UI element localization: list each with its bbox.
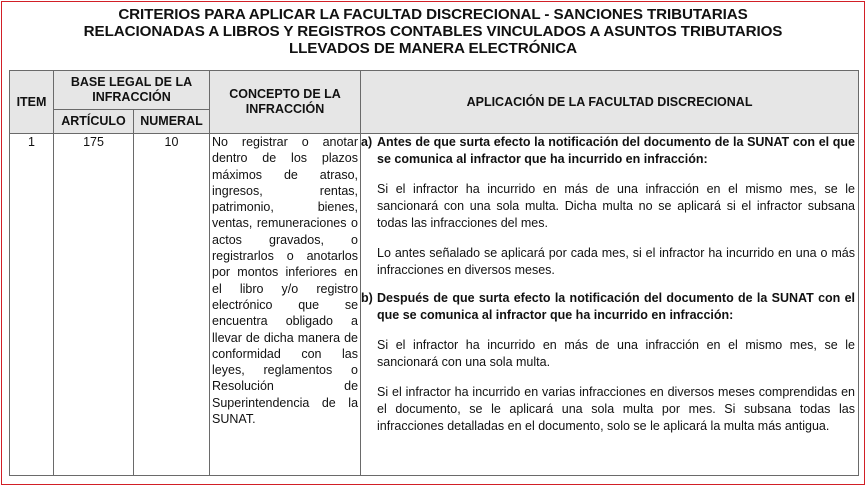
- case-a-letter: a): [361, 135, 373, 149]
- case-b-paragraph-1: Si el infractor ha incurrido en más de una infracción en el mismo mes, se le sancionará con una sola multa.: [377, 338, 856, 369]
- header-concepto: CONCEPTO DE LA INFRACCIÓN: [210, 71, 361, 134]
- header-aplicacion: APLICACIÓN DE LA FACULTAD DISCRECIONAL: [361, 71, 859, 134]
- cell-numeral: 10: [134, 134, 210, 476]
- case-a-paragraph-1: Si el infractor ha incurrido en más de una infracción en el mismo mes, se le sancionará con una sola multa. Dicha multa no se aplicará si el infractor subsana todas las infracciones del mes.: [377, 182, 856, 230]
- criteria-table: [9, 70, 859, 476]
- cell-aplicacion: [361, 134, 859, 476]
- case-a-paragraph-2: Lo antes señalado se aplicará por cada mes, si el infractor ha incurrido en una o más infracciones en diversos meses.: [377, 246, 856, 277]
- cell-concepto: No registrar o anotar dentro de los plazos máximos de atraso, ingresos, rentas, patrimonio, bienes, ventas, remuneraciones o actos gravados, o registrarlos o anotarlos por montos inferiores en el libro y/o registro electrónico que se encuentra obligado a llevar de dicha manera de conformidad con las leyes, reglamentos o Resolución de Superintendencia de la SUNAT.: [210, 134, 361, 476]
- header-articulo: ARTÍCULO: [54, 110, 134, 134]
- case-b-heading: [361, 290, 855, 324]
- header-numeral: NUMERAL: [134, 110, 210, 134]
- case-b-letter: b): [361, 291, 373, 305]
- header-base-legal: BASE LEGAL DE LA INFRACCIÓN: [54, 71, 210, 110]
- title-line-2: RELACIONADAS A LIBROS Y REGISTROS CONTABLES VINCULADOS A ASUNTOS TRIBUTARIOS: [83, 23, 783, 40]
- title-line-3: LLEVADOS DE MANERA ELECTRÓNICA: [288, 40, 578, 57]
- case-b-heading-text: Después de que surta efecto la notificación del documento de la SUNAT con el que se comunica al infractor que ha incurrido en infracción:: [377, 291, 856, 322]
- case-a: [361, 134, 855, 279]
- case-a-heading: [361, 134, 855, 168]
- case-b: [361, 290, 855, 435]
- cell-articulo: 175: [54, 134, 134, 476]
- cell-item: 1: [10, 134, 54, 476]
- title-line-1: CRITERIOS PARA APLICAR LA FACULTAD DISCRECIONAL - SANCIONES TRIBUTARIAS: [118, 6, 748, 23]
- case-b-paragraph-2: Si el infractor ha incurrido en varias infracciones en diversos meses comprendidas en el documento, se le aplicará una sola multa por mes. Si subsana todas las infracciones detalladas en el documento, solo se le aplicará la multa más antigua.: [377, 385, 856, 433]
- case-a-heading-text: Antes de que surta efecto la notificación del documento de la SUNAT con el que se comunica al infractor que ha incurrido en infracción:: [377, 135, 856, 166]
- table-header-row: [10, 71, 859, 110]
- table-row: [10, 134, 859, 476]
- document-title: [20, 6, 846, 57]
- header-item: ITEM: [10, 71, 54, 134]
